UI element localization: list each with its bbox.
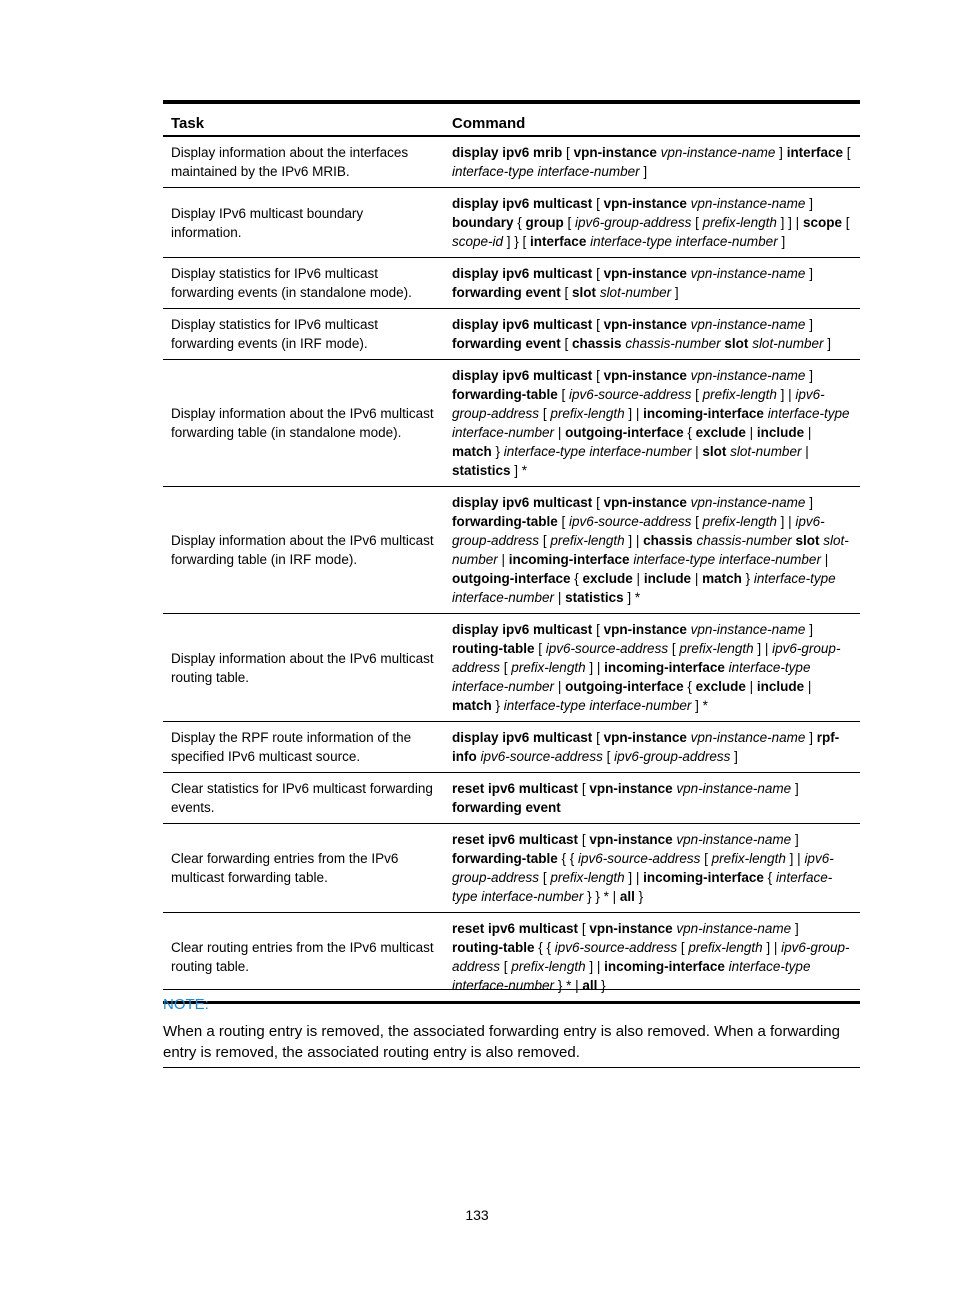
command-syntax: ] ] | xyxy=(776,215,803,230)
command-keyword: display ipv6 multicast xyxy=(452,495,593,510)
command-argument: vpn-instance-name xyxy=(690,317,806,332)
command-keyword: incoming-interface xyxy=(604,959,725,974)
command-syntax: ] xyxy=(805,196,813,211)
command-keyword: display ipv6 multicast xyxy=(452,266,593,281)
command-argument: vpn-instance-name xyxy=(676,921,792,936)
command-argument: interface-type interface-number xyxy=(452,164,640,179)
command-argument: prefix-length xyxy=(711,851,786,866)
command-syntax: { xyxy=(683,425,696,440)
table-row xyxy=(163,258,860,309)
command-syntax: ] xyxy=(805,368,813,383)
command-keyword: rpf-info xyxy=(452,730,840,764)
command-syntax: | xyxy=(554,425,566,440)
command-argument: prefix-length xyxy=(688,940,763,955)
command-argument: vpn-instance-name xyxy=(690,196,806,211)
command-syntax: | xyxy=(554,679,566,694)
command-syntax: [ xyxy=(691,215,703,230)
command-syntax: ] xyxy=(805,495,813,510)
command-argument: prefix-length xyxy=(702,387,777,402)
command-keyword: group xyxy=(525,215,564,230)
command-argument: vpn-instance-name xyxy=(676,832,792,847)
task-cell: Display statistics for IPv6 multicast forwarding events (in IRF mode). xyxy=(163,309,444,360)
command-syntax: [ xyxy=(578,921,590,936)
command-keyword: display ipv6 multicast xyxy=(452,368,593,383)
command-syntax: { { xyxy=(557,851,579,866)
command-syntax: { xyxy=(763,870,776,885)
command-argument: interface-type interface-number xyxy=(503,698,692,713)
command-syntax: | xyxy=(804,425,812,440)
command-syntax: [ xyxy=(560,336,573,351)
command-syntax: ] xyxy=(823,336,831,351)
command-syntax: ] * xyxy=(623,590,641,605)
command-argument: slot-number xyxy=(752,336,824,351)
command-syntax: { xyxy=(683,679,696,694)
command-syntax: ] | xyxy=(624,870,644,885)
command-syntax: ] xyxy=(805,730,817,745)
command-keyword: forwarding-table xyxy=(452,514,558,529)
command-keyword: incoming-interface xyxy=(604,660,725,675)
command-keyword: match xyxy=(702,571,742,586)
command-argument: ipv6-source-address xyxy=(545,641,669,656)
command-argument: vpn-instance-name xyxy=(690,622,806,637)
task-cell: Display information about the IPv6 multicast forwarding table (in IRF mode). xyxy=(163,487,444,614)
command-syntax: ] xyxy=(791,832,799,847)
command-keyword: match xyxy=(452,698,492,713)
command-syntax: ] xyxy=(671,285,679,300)
table-header-row xyxy=(163,102,860,136)
command-syntax: ] | xyxy=(624,406,644,421)
command-keyword: exclude xyxy=(582,571,633,586)
command-argument: vpn-instance-name xyxy=(676,781,792,796)
command-argument: vpn-instance-name xyxy=(690,368,806,383)
command-syntax: [ xyxy=(578,781,590,796)
command-argument: vpn-instance-name xyxy=(660,145,776,160)
table-row xyxy=(163,487,860,614)
command-argument: prefix-length xyxy=(550,406,625,421)
command-keyword: include xyxy=(756,679,805,694)
command-argument: interface-type interface-number xyxy=(452,406,850,440)
command-keyword: chassis xyxy=(572,336,622,351)
command-syntax: } * | xyxy=(554,978,583,993)
command-keyword: slot xyxy=(795,533,820,548)
command-keyword: interface xyxy=(530,234,587,249)
command-keyword: vpn-instance xyxy=(603,266,687,281)
command-syntax: } xyxy=(634,889,644,904)
task-cell: Clear routing entries from the IPv6 multicast routing table. xyxy=(163,913,444,1003)
command-keyword: forwarding-table xyxy=(452,387,558,402)
command-syntax: [ xyxy=(534,641,546,656)
command-argument: interface-type interface-number xyxy=(452,571,836,605)
command-argument: ipv6-source-address xyxy=(578,851,701,866)
command-syntax: ] xyxy=(805,317,813,332)
command-syntax: ] xyxy=(805,266,813,281)
command-argument: ipv6-group-address xyxy=(614,749,731,764)
command-keyword: routing-table xyxy=(452,641,535,656)
document-page xyxy=(163,100,860,1004)
command-keyword: vpn-instance xyxy=(573,145,657,160)
command-syntax: [ xyxy=(668,641,680,656)
command-keyword: scope xyxy=(802,215,842,230)
command-syntax: } xyxy=(741,571,754,586)
command-syntax: [ xyxy=(841,215,850,230)
command-syntax: ] | xyxy=(776,514,796,529)
command-syntax: [ xyxy=(539,406,551,421)
command-argument: prefix-length xyxy=(702,514,777,529)
command-argument: interface-type interface-number xyxy=(452,660,811,694)
command-keyword: display ipv6 multicast xyxy=(452,317,593,332)
command-syntax: [ xyxy=(592,266,604,281)
command-argument: ipv6-group-address xyxy=(452,851,834,885)
command-argument: ipv6-group-address xyxy=(452,940,850,974)
command-syntax: | xyxy=(691,444,703,459)
command-keyword: include xyxy=(643,571,692,586)
command-argument: ipv6-source-address xyxy=(554,940,678,955)
command-keyword: incoming-interface xyxy=(643,870,764,885)
command-argument: vpn-instance-name xyxy=(690,266,806,281)
command-keyword: vpn-instance xyxy=(603,730,687,745)
command-syntax: | xyxy=(801,444,809,459)
command-argument: interface-type interface-number xyxy=(452,870,833,904)
command-keyword: outgoing-interface xyxy=(565,425,684,440)
command-argument: vpn-instance-name xyxy=(690,730,806,745)
command-keyword: display ipv6 multicast xyxy=(452,622,593,637)
command-argument: slot-number xyxy=(730,444,802,459)
command-argument: scope-id xyxy=(452,234,504,249)
header-command: Command xyxy=(444,102,860,136)
command-keyword: chassis xyxy=(643,533,693,548)
command-syntax: ] | xyxy=(785,851,805,866)
command-syntax: [ xyxy=(592,622,604,637)
command-syntax: } xyxy=(491,698,504,713)
header-task: Task xyxy=(163,102,444,136)
command-syntax: | xyxy=(745,425,757,440)
command-syntax: [ xyxy=(592,730,604,745)
command-syntax: { xyxy=(570,571,583,586)
command-keyword: vpn-instance xyxy=(603,196,687,211)
command-cell xyxy=(444,258,860,309)
command-keyword: incoming-interface xyxy=(508,552,630,567)
command-argument: interface-type interface-number xyxy=(452,959,811,993)
command-syntax: [ xyxy=(557,387,570,402)
command-syntax: ] | xyxy=(585,660,605,675)
command-argument: ipv6-group-address xyxy=(452,514,825,548)
task-cell: Display the RPF route information of the specified IPv6 multicast source. xyxy=(163,722,444,773)
command-keyword: forwarding event xyxy=(452,800,561,815)
command-argument: interface-type interface-number xyxy=(590,234,778,249)
task-cell: Display information about the interfaces maintained by the IPv6 MRIB. xyxy=(163,136,444,188)
command-keyword: match xyxy=(452,444,492,459)
command-syntax: ] xyxy=(791,781,799,796)
command-syntax: ] * xyxy=(691,698,708,713)
task-cell: Display information about the IPv6 multicast forwarding table (in standalone mode). xyxy=(163,360,444,487)
command-syntax: ] | xyxy=(776,387,796,402)
task-cell: Display statistics for IPv6 multicast forwarding events (in standalone mode). xyxy=(163,258,444,309)
command-syntax: ] | xyxy=(762,940,782,955)
note-title: NOTE: xyxy=(163,996,209,1013)
task-cell: Clear statistics for IPv6 multicast forwarding events. xyxy=(163,773,444,824)
command-syntax: } xyxy=(597,978,606,993)
table-row xyxy=(163,722,860,773)
command-keyword: display ipv6 multicast xyxy=(452,196,593,211)
command-syntax: } } * | xyxy=(583,889,620,904)
command-cell xyxy=(444,309,860,360)
command-keyword: incoming-interface xyxy=(643,406,764,421)
command-cell xyxy=(444,487,860,614)
command-keyword: reset ipv6 multicast xyxy=(452,832,579,847)
command-syntax: [ xyxy=(592,196,604,211)
command-syntax: ] xyxy=(775,145,787,160)
command-keyword: vpn-instance xyxy=(603,368,687,383)
page-number: 133 xyxy=(465,1207,489,1223)
command-syntax: ] * xyxy=(510,463,528,478)
command-keyword: vpn-instance xyxy=(603,495,687,510)
command-syntax: ] | xyxy=(624,533,644,548)
command-syntax: [ xyxy=(539,533,551,548)
command-syntax: [ xyxy=(539,870,551,885)
command-syntax: [ xyxy=(602,749,615,764)
table-row xyxy=(163,614,860,722)
command-argument: ipv6-source-address xyxy=(569,514,692,529)
command-syntax: | xyxy=(745,679,757,694)
task-cell: Display information about the IPv6 multicast routing table. xyxy=(163,614,444,722)
command-syntax: ] xyxy=(805,622,813,637)
command-keyword: slot xyxy=(702,444,727,459)
command-keyword: reset ipv6 multicast xyxy=(452,921,579,936)
command-keyword: interface xyxy=(786,145,843,160)
command-keyword: include xyxy=(756,425,805,440)
command-syntax: ] | xyxy=(753,641,773,656)
command-syntax: [ xyxy=(500,660,512,675)
command-syntax: [ xyxy=(691,514,703,529)
command-keyword: boundary xyxy=(452,215,514,230)
command-syntax: | xyxy=(820,552,829,567)
command-syntax: ] xyxy=(777,234,786,249)
command-syntax: ] } [ xyxy=(503,234,531,249)
command-keyword: vpn-instance xyxy=(603,622,687,637)
table-row xyxy=(163,136,860,188)
command-keyword: vpn-instance xyxy=(589,781,673,796)
command-keyword: all xyxy=(619,889,635,904)
command-argument: prefix-length xyxy=(550,870,625,885)
command-syntax: [ xyxy=(500,959,512,974)
command-syntax: [ xyxy=(578,832,590,847)
command-cell xyxy=(444,360,860,487)
command-syntax: [ xyxy=(562,145,574,160)
command-argument: prefix-length xyxy=(679,641,754,656)
command-keyword: outgoing-interface xyxy=(452,571,571,586)
command-keyword: reset ipv6 multicast xyxy=(452,781,579,796)
command-syntax: [ xyxy=(557,514,570,529)
command-syntax: [ xyxy=(700,851,712,866)
command-syntax: [ xyxy=(842,145,851,160)
command-syntax: ] xyxy=(791,921,799,936)
command-argument: prefix-length xyxy=(511,660,586,675)
command-syntax: [ xyxy=(677,940,689,955)
command-keyword: display ipv6 mrib xyxy=(452,145,563,160)
command-syntax: [ xyxy=(592,317,604,332)
command-syntax: | xyxy=(632,571,644,586)
table-row xyxy=(163,773,860,824)
table-row xyxy=(163,309,860,360)
note-box xyxy=(163,989,860,1068)
command-argument: ipv6-source-address xyxy=(569,387,692,402)
command-syntax: ] xyxy=(639,164,648,179)
command-cell xyxy=(444,722,860,773)
table-row xyxy=(163,188,860,258)
command-syntax: { { xyxy=(534,940,555,955)
command-argument: ipv6-source-address xyxy=(480,749,603,764)
command-syntax: ] xyxy=(730,749,738,764)
command-syntax: | xyxy=(497,552,509,567)
command-keyword: statistics xyxy=(565,590,624,605)
command-argument: prefix-length xyxy=(550,533,625,548)
command-argument: prefix-length xyxy=(702,215,777,230)
command-keyword: vpn-instance xyxy=(589,921,673,936)
command-keyword: exclude xyxy=(695,425,746,440)
command-keyword: forwarding event xyxy=(452,336,561,351)
command-syntax: [ xyxy=(560,285,573,300)
command-argument: ipv6-group-address xyxy=(575,215,692,230)
task-cell: Display IPv6 multicast boundary information. xyxy=(163,188,444,258)
command-argument: slot-number xyxy=(452,533,849,567)
command-keyword: forwarding event xyxy=(452,285,561,300)
command-argument: prefix-length xyxy=(511,959,586,974)
command-syntax: [ xyxy=(563,215,576,230)
command-keyword: vpn-instance xyxy=(589,832,673,847)
command-keyword: all xyxy=(582,978,598,993)
command-argument: vpn-instance-name xyxy=(690,495,806,510)
command-syntax: | xyxy=(554,590,566,605)
command-argument: slot-number xyxy=(599,285,672,300)
command-keyword: exclude xyxy=(695,679,746,694)
command-argument: interface-type interface-number xyxy=(503,444,692,459)
table-row xyxy=(163,824,860,913)
command-keyword: slot xyxy=(724,336,749,351)
command-cell xyxy=(444,773,860,824)
command-argument: ipv6-group-address xyxy=(452,641,841,675)
command-argument: chassis-number xyxy=(625,336,721,351)
command-argument: chassis-number xyxy=(696,533,792,548)
command-argument: ipv6-group-address xyxy=(452,387,825,421)
command-syntax: } xyxy=(491,444,504,459)
command-syntax: [ xyxy=(691,387,703,402)
command-table xyxy=(163,100,860,1004)
note-text: When a routing entry is removed, the associated forwarding entry is also removed. When a forwarding entry is removed, the associated routing entry is also removed. xyxy=(163,1023,840,1061)
command-cell xyxy=(444,824,860,913)
command-syntax: | xyxy=(691,571,703,586)
command-syntax: [ xyxy=(592,368,604,383)
table-row xyxy=(163,360,860,487)
task-cell: Clear forwarding entries from the IPv6 multicast forwarding table. xyxy=(163,824,444,913)
command-syntax: | xyxy=(804,679,812,694)
command-keyword: display ipv6 multicast xyxy=(452,730,593,745)
command-keyword: vpn-instance xyxy=(603,317,687,332)
command-cell xyxy=(444,188,860,258)
command-keyword: outgoing-interface xyxy=(565,679,684,694)
command-keyword: statistics xyxy=(452,463,511,478)
command-keyword: forwarding-table xyxy=(452,851,558,866)
command-syntax: { xyxy=(513,215,526,230)
command-cell xyxy=(444,136,860,188)
command-syntax: [ xyxy=(592,495,604,510)
command-syntax: ] | xyxy=(585,959,605,974)
command-cell xyxy=(444,614,860,722)
command-argument: interface-type interface-number xyxy=(633,552,821,567)
command-keyword: slot xyxy=(572,285,597,300)
command-keyword: routing-table xyxy=(452,940,535,955)
